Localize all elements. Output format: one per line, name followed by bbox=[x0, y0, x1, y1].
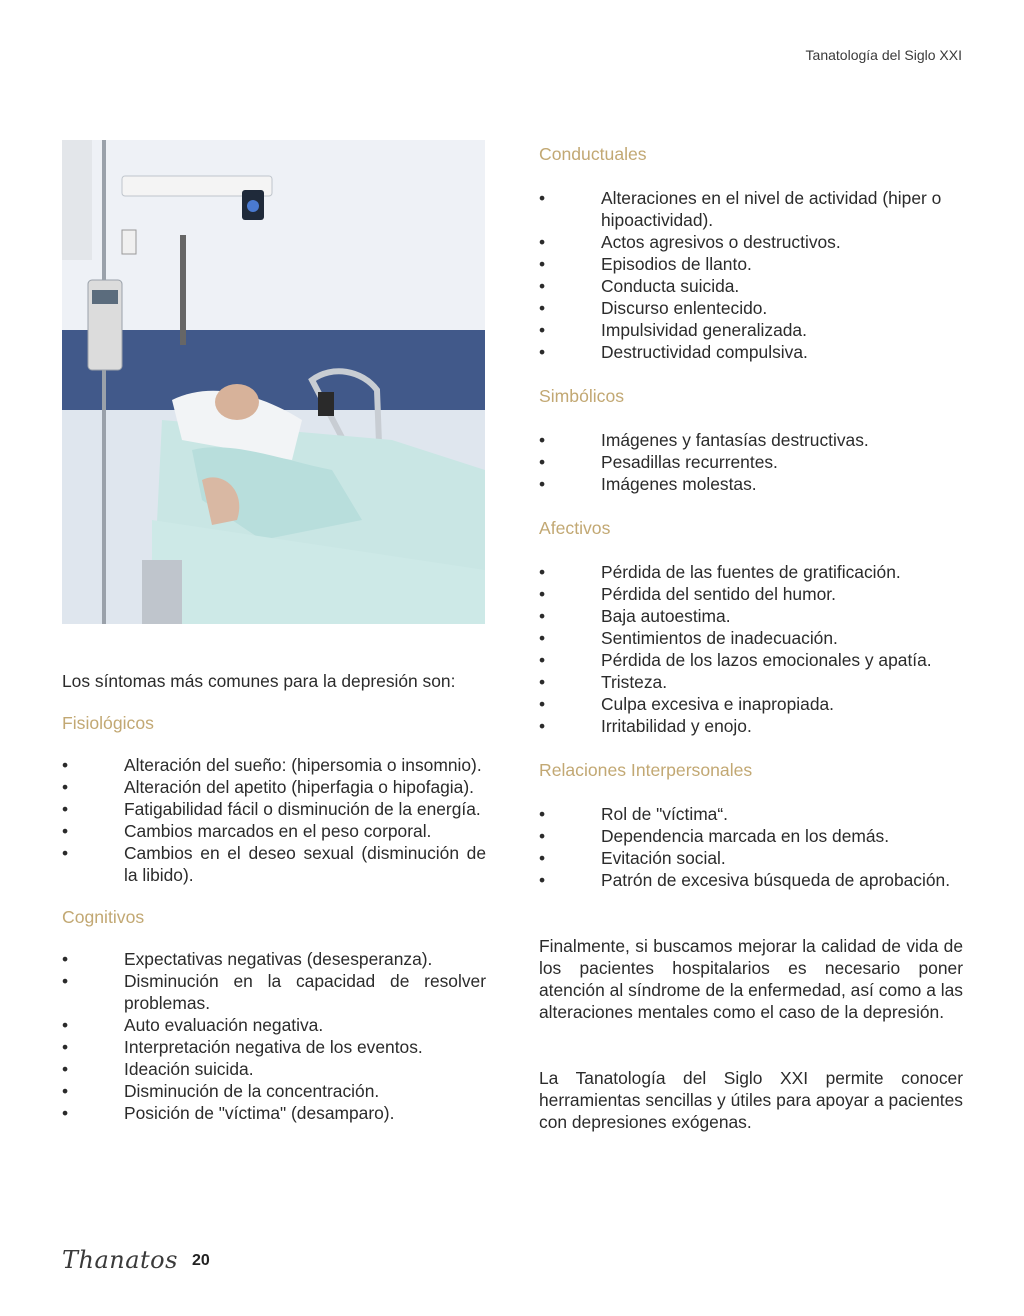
list-item-text: Episodios de llanto. bbox=[601, 254, 752, 274]
hospital-patient-photo bbox=[62, 140, 485, 624]
list-item bbox=[539, 693, 963, 715]
list-item-text: Fatigabilidad fácil o disminución de la energía. bbox=[124, 799, 481, 819]
list-item-text: Patrón de excesiva búsqueda de aprobación. bbox=[601, 870, 951, 890]
bullet-glyph: • bbox=[539, 804, 546, 824]
list-item-text: Imágenes y fantasías destructivas. bbox=[601, 430, 869, 450]
list-item-text: Alteración del apetito (hiperfagia o hipofagia). bbox=[124, 777, 474, 797]
bullet-glyph: • bbox=[539, 298, 546, 318]
bullet-glyph: • bbox=[539, 584, 546, 604]
list-item bbox=[539, 583, 963, 605]
list-item bbox=[62, 948, 486, 970]
list-item-text: Actos agresivos o destructivos. bbox=[601, 232, 841, 252]
bullet-glyph: • bbox=[539, 826, 546, 846]
list-item bbox=[539, 341, 963, 363]
bullet-glyph: • bbox=[539, 848, 546, 868]
list-item-text: Dependencia marcada en los demás. bbox=[601, 826, 890, 846]
list-simbolicos bbox=[539, 429, 963, 495]
list-item bbox=[539, 473, 963, 495]
list-item-text: Posición de "víctima" (desamparo). bbox=[124, 1103, 395, 1123]
list-conductuales bbox=[539, 187, 963, 363]
list-item-text: Destructividad compulsiva. bbox=[601, 342, 808, 362]
bullet-glyph: • bbox=[62, 1081, 69, 1101]
list-item-text: Rol de "víctima“. bbox=[601, 804, 728, 824]
list-item bbox=[539, 671, 963, 693]
list-item bbox=[539, 451, 963, 473]
list-item-text: Cambios marcados en el peso corporal. bbox=[124, 821, 432, 841]
left-column bbox=[62, 670, 486, 1124]
list-item-text: Ideación suicida. bbox=[124, 1059, 254, 1079]
bullet-glyph: • bbox=[62, 1103, 69, 1123]
list-item bbox=[62, 1080, 486, 1102]
list-item bbox=[62, 1014, 486, 1036]
page-number: 20 bbox=[191, 1252, 210, 1269]
list-item-text: Auto evaluación negativa. bbox=[124, 1015, 324, 1035]
right-column bbox=[539, 143, 963, 1133]
bullet-glyph: • bbox=[539, 254, 546, 274]
section-heading-relaciones-interpersonales: Relaciones Interpersonales bbox=[539, 760, 753, 780]
bullet-glyph: • bbox=[539, 474, 546, 494]
list-item-text: Tristeza. bbox=[601, 672, 668, 692]
section-heading-simbolicos: Simbólicos bbox=[539, 386, 625, 406]
list-relaciones-interpersonales bbox=[539, 803, 963, 891]
list-item-text: Expectativas negativas (desesperanza). bbox=[124, 949, 433, 969]
list-item bbox=[62, 798, 486, 820]
bullet-glyph: • bbox=[539, 562, 546, 582]
list-item-text: Impulsividad generalizada. bbox=[601, 320, 807, 340]
bullet-glyph: • bbox=[62, 799, 69, 819]
section-heading-cognitivos: Cognitivos bbox=[62, 907, 145, 927]
bullet-glyph: • bbox=[62, 777, 69, 797]
list-item-text: Evitación social. bbox=[601, 848, 726, 868]
list-item bbox=[539, 231, 963, 253]
bullet-glyph: • bbox=[539, 628, 546, 648]
bullet-glyph: • bbox=[539, 650, 546, 670]
bullet-glyph: • bbox=[62, 821, 69, 841]
list-item bbox=[539, 649, 963, 671]
list-item bbox=[539, 605, 963, 627]
list-item bbox=[539, 825, 963, 847]
section-heading-fisiologicos: Fisiológicos bbox=[62, 713, 154, 733]
list-item bbox=[539, 187, 963, 231]
bullet-glyph: • bbox=[539, 320, 546, 340]
section-heading-afectivos: Afectivos bbox=[539, 518, 611, 538]
bullet-glyph: • bbox=[539, 452, 546, 472]
bullet-glyph: • bbox=[539, 342, 546, 362]
list-afectivos bbox=[539, 561, 963, 737]
bullet-glyph: • bbox=[539, 606, 546, 626]
list-item-text: Pérdida de las fuentes de gratificación. bbox=[601, 562, 901, 582]
page-footer bbox=[62, 1244, 210, 1274]
list-item-text: Baja autoestima. bbox=[601, 606, 731, 626]
list-item bbox=[539, 319, 963, 341]
list-item-text: Pesadillas recurrentes. bbox=[601, 452, 778, 472]
list-item-text: Discurso enlentecido. bbox=[601, 298, 768, 318]
list-item bbox=[62, 820, 486, 842]
list-item bbox=[62, 1058, 486, 1080]
list-item-text: Conducta suicida. bbox=[601, 276, 740, 296]
list-item bbox=[62, 970, 486, 1014]
list-item-text: Interpretación negativa de los eventos. bbox=[124, 1037, 423, 1057]
bullet-glyph: • bbox=[62, 755, 69, 775]
bullet-glyph: • bbox=[539, 276, 546, 296]
bullet-glyph: • bbox=[539, 430, 546, 450]
closing-paragraph: La Tanatología del Siglo XXI permite conocer herramientas sencillas y útiles para apoyar a pacientes con depresiones exógenas. bbox=[539, 1068, 963, 1132]
section-heading-conductuales: Conductuales bbox=[539, 144, 647, 164]
list-item bbox=[539, 275, 963, 297]
list-item bbox=[539, 627, 963, 649]
list-item bbox=[539, 803, 963, 825]
list-item-text: Sentimientos de inadecuación. bbox=[601, 628, 838, 648]
list-item bbox=[539, 297, 963, 319]
list-item bbox=[539, 715, 963, 737]
list-item-text: Disminución de la concentración. bbox=[124, 1081, 380, 1101]
closing-paragraph: Finalmente, si buscamos mejorar la calidad de vida de los pacientes hospitalarios es necesario poner atención al síndrome de la enfermedad, así como a las alteraciones mentales como el caso de la depresión. bbox=[539, 936, 963, 1022]
intro-sentence: Los síntomas más comunes para la depresión son: bbox=[62, 671, 456, 691]
list-item bbox=[62, 842, 486, 886]
bullet-glyph: • bbox=[539, 188, 546, 208]
running-header: Tanatología del Siglo XXI bbox=[805, 47, 962, 63]
bullet-glyph: • bbox=[539, 870, 546, 890]
list-item bbox=[539, 429, 963, 451]
list-item-text: Cambios en el deseo sexual (disminución de la libido). bbox=[124, 843, 486, 885]
list-item-text: Pérdida del sentido del humor. bbox=[601, 584, 836, 604]
bullet-glyph: • bbox=[62, 1015, 69, 1035]
list-item-text: Irritabilidad y enojo. bbox=[601, 716, 752, 736]
bullet-glyph: • bbox=[62, 1037, 69, 1057]
bullet-glyph: • bbox=[539, 716, 546, 736]
bullet-glyph: • bbox=[539, 694, 546, 714]
list-item bbox=[539, 253, 963, 275]
list-item bbox=[539, 847, 963, 869]
bullet-glyph: • bbox=[539, 232, 546, 252]
list-item bbox=[62, 1036, 486, 1058]
magazine-logo: Thanatos bbox=[62, 1246, 178, 1274]
list-item-text: Disminución en la capacidad de resolver problemas. bbox=[124, 971, 486, 1013]
bullet-glyph: • bbox=[62, 949, 69, 969]
list-item bbox=[539, 869, 963, 891]
bullet-glyph: • bbox=[62, 971, 69, 991]
bullet-glyph: • bbox=[539, 672, 546, 692]
list-cognitivos bbox=[62, 948, 486, 1124]
list-fisiologicos bbox=[62, 754, 486, 886]
list-item bbox=[62, 776, 486, 798]
list-item-text: Pérdida de los lazos emocionales y apatía. bbox=[601, 650, 932, 670]
list-item-text: Culpa excesiva e inapropiada. bbox=[601, 694, 834, 714]
bullet-glyph: • bbox=[62, 843, 69, 863]
list-item bbox=[539, 561, 963, 583]
list-item bbox=[62, 1102, 486, 1124]
list-item-text: Alteración del sueño: (hipersomia o insomnio). bbox=[124, 755, 482, 775]
bullet-glyph: • bbox=[62, 1059, 69, 1079]
list-item-text: Imágenes molestas. bbox=[601, 474, 757, 494]
list-item-text: Alteraciones en el nivel de actividad (hiper o hipoactividad). bbox=[601, 188, 942, 230]
list-item bbox=[62, 754, 486, 776]
